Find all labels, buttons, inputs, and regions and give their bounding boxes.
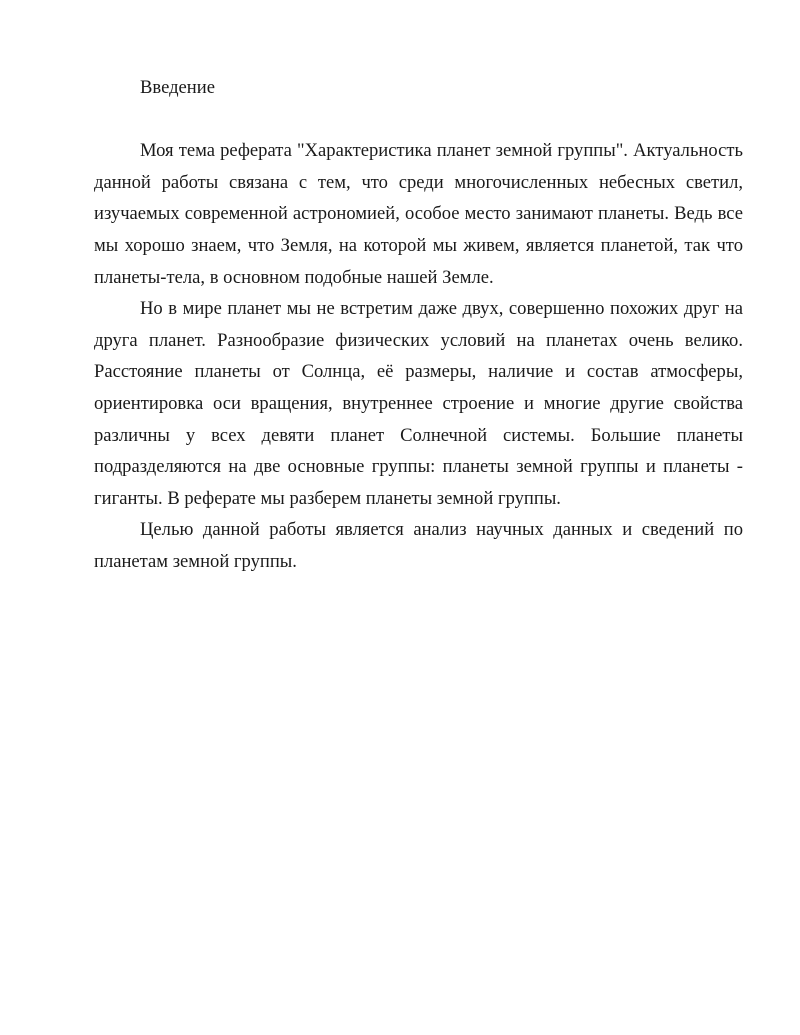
blank-line <box>94 104 743 136</box>
paragraph-planet-diversity: Но в мире планет мы не встретим даже двух, совершенно похожих друг на друга планет. Разнообразие физических условий на планетах очень велико. Расстояние планеты от Солнца, её размеры, наличие и состав атмосферы, ориентировка оси вращения, внутреннее строение и многие другие свойства различны у всех девяти планет Солнечной системы. Большие планеты подразделяются на две основные группы: планеты земной группы и планеты - гиганты. В реферате мы разберем планеты земной группы. <box>94 298 743 509</box>
paragraph-goal: Целью данной работы является анализ научных данных и сведений по планетам земной группы. <box>94 519 743 572</box>
section-heading: Введение <box>140 77 215 98</box>
document-body <box>94 72 743 578</box>
paragraph-topic: Моя тема реферата "Характеристика планет земной группы". Актуальность данной работы связана с тем, что среди многочисленных небесных светил, изучаемых современной астрономией, особое место занимают планеты. Ведь все мы хорошо знаем, что Земля, на которой мы живем, является планетой, так что планеты-тела, в основном подобные нашей Земле. <box>94 140 743 288</box>
